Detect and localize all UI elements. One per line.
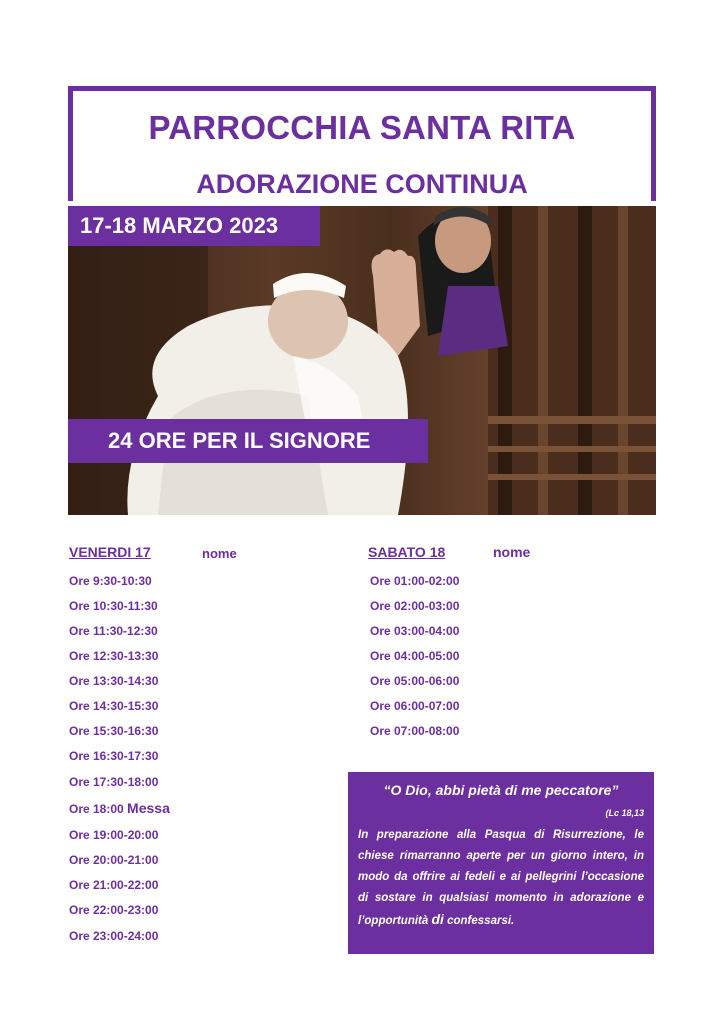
photo-illustration [68,206,656,515]
quote-description [358,825,644,932]
parish-title: PARROCCHIA SANTA RITA [148,109,576,146]
friday-slot: Ore 17:30-18:00 [69,775,159,789]
saturday-heading: SABATO 18 [368,544,446,560]
friday-slot: Ore 10:30-11:30 [69,599,158,613]
friday-slot: Ore 12:30-13:30 [69,649,159,663]
friday-slot: Ore 9:30-10:30 [69,574,152,588]
friday-mass-slot [69,800,170,816]
bible-reference: (Lc 18,13 [605,808,644,818]
friday-name-label: nome [202,546,237,561]
saturday-slot: Ore 05:00-06:00 [370,674,460,688]
saturday-slot: Ore 01:00-02:00 [370,574,460,588]
hours-banner: 24 ORE PER IL SIGNORE [68,419,428,463]
friday-slot: Ore 13:30-14:30 [69,674,159,688]
friday-slot: Ore 20:00-21:00 [69,853,159,867]
saturday-slot: Ore 02:00-03:00 [370,599,460,613]
quote-box [348,772,654,954]
saturday-name-label: nome [493,544,531,560]
mass-time: Ore 18:00 [69,802,124,816]
date-banner: 17-18 MARZO 2023 [68,206,320,246]
saturday-slot: Ore 04:00-05:00 [370,649,460,663]
friday-slot: Ore 15:30-16:30 [69,724,159,738]
friday-slot: Ore 22:00-23:00 [69,903,159,917]
friday-slot: Ore 23:00-24:00 [69,929,159,943]
friday-slot: Ore 16:30-17:30 [69,749,159,763]
quote-text-part: In preparazione alla Pasqua di Risurrezione, le chiese rimarranno aperte per un giorno intero, in modo da offrire ai fedeli e ai pellegrini l’occasione di sostare in qualsiasi momento in adorazione e l’opportunità [358,829,644,927]
mass-label: Messa [127,800,170,816]
saturday-slot: Ore 06:00-07:00 [370,699,460,713]
friday-slot: Ore 19:00-20:00 [69,828,159,842]
confession-photo [68,206,656,515]
friday-slot: Ore 11:30-12:30 [69,624,158,638]
quote-text-di: di [431,911,444,927]
event-subtitle: ADORAZIONE CONTINUA [196,169,528,199]
bible-quote: “O Dio, abbi pietà di me peccatore” [383,782,619,798]
friday-heading: VENERDI 17 [69,544,151,560]
friday-slot: Ore 14:30-15:30 [69,699,159,713]
header-box [68,86,656,201]
quote-text-end: confessarsi. [443,915,515,927]
saturday-slot: Ore 07:00-08:00 [370,724,460,738]
saturday-slot: Ore 03:00-04:00 [370,624,460,638]
friday-slot: Ore 21:00-22:00 [69,878,159,892]
